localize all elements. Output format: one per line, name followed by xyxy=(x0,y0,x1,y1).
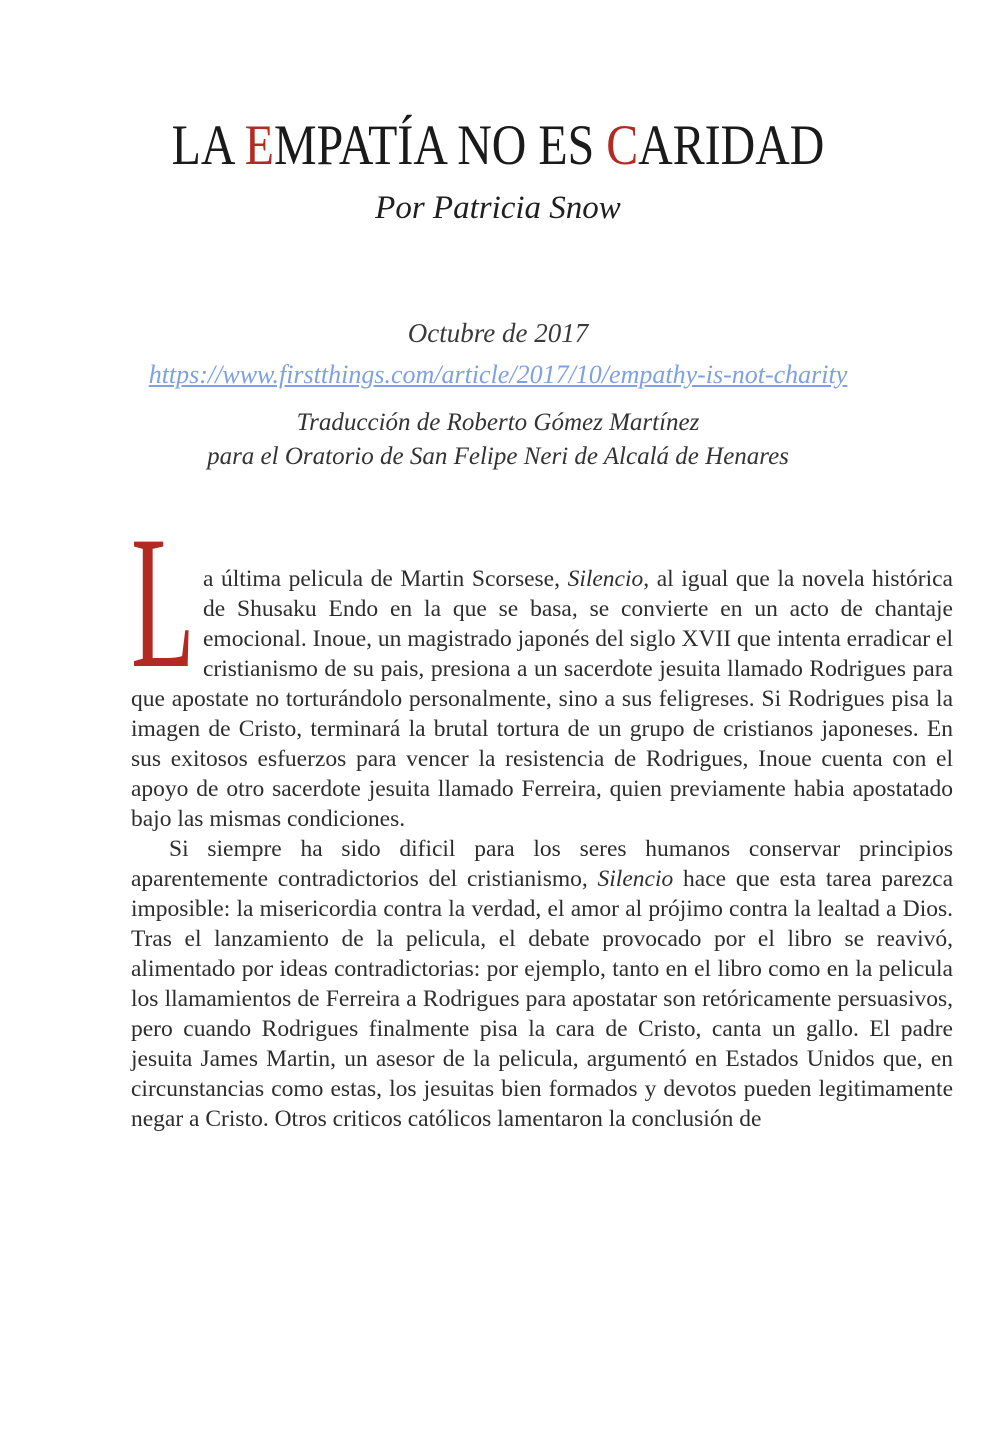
translation-credit: Traducción de Roberto Gómez Martínez xyxy=(296,409,700,436)
book-title-silencio: Silencio xyxy=(597,866,674,892)
article-title xyxy=(80,114,917,177)
paragraph-1-text: , al igual que la novela histórica de Shusaku Endo en la que se basa, se convierte en un acto de chantaje emocional. Inoue, un magistrado japonés del siglo XVII que intenta erradicar el cristianismo de su pais, presiona a un sacerdote jesuita llamado Rodrigues para que apostate no torturándolo personalmente, sino a sus feligreses. Si Rodrigues pisa la imagen de Cristo, terminará la brutal tortura de un grupo de cristianos japoneses. En sus exitosos esfuerzos para vencer la resistencia de Rodrigues, Inoue cuenta con el apoyo de otro sacerdote jesuita llamado Ferreira, quien previamente habia apostatado bajo las mismas condiciones. xyxy=(131,566,953,832)
title-segment: MPATÍA NO ES xyxy=(274,114,607,177)
drop-cap-letter: L xyxy=(131,498,195,708)
title-accent-letter: C xyxy=(606,114,639,177)
title-segment: ARIDAD xyxy=(638,114,825,177)
paragraph-1-text: a última pelicula de Martin Scorsese, xyxy=(203,566,568,592)
article-body xyxy=(131,498,954,1134)
drop-cap xyxy=(131,498,203,708)
source-link-line xyxy=(0,358,996,396)
paragraph-2 xyxy=(131,834,953,1134)
title-accent-letter: E xyxy=(244,114,275,177)
title-segment: LA xyxy=(171,114,245,177)
byline: Por Patricia Snow xyxy=(375,190,621,226)
meta-block xyxy=(0,316,996,474)
paragraph-1 xyxy=(131,498,953,834)
paragraph-2-text: hace que esta tarea parezca imposible: la misericordia contra la verdad, el amor al prójimo contra la lealtad a Dios. Tras el lanzamiento de la pelicula, el debate provocado por el libro se reavivó, alimentado por ideas contradictorias: por ejemplo, tanto en el libro como en la pelicula los llamamientos de Ferreira a Rodrigues para apostatar son retóricamente persuasivos, pero cuando Rodrigues finalmente pisa la cara de Cristo, canta un gallo. El padre jesuita James Martin, un asesor de la pelicula, argumentó en Estados Unidos que, en circunstancias como estas, los jesuitas bien formados y devotos pueden legitimamente negar a Cristo. Otros criticos católicos lamentaron la conclusión de xyxy=(131,866,954,1132)
book-title-silencio: Silencio xyxy=(567,566,644,592)
paragraph-2-text: Si siempre ha sido dificil para los seres humanos conservar principios aparentemente contradictorios del cristianismo, xyxy=(131,836,953,892)
translation-dedication: para el Oratorio de San Felipe Neri de Alcalá de Henares xyxy=(207,443,789,470)
source-url-link[interactable]: https://www.firstthings.com/article/2017/10/empathy-is-not-charity xyxy=(148,360,848,389)
publication-date: Octubre de 2017 xyxy=(407,318,589,348)
